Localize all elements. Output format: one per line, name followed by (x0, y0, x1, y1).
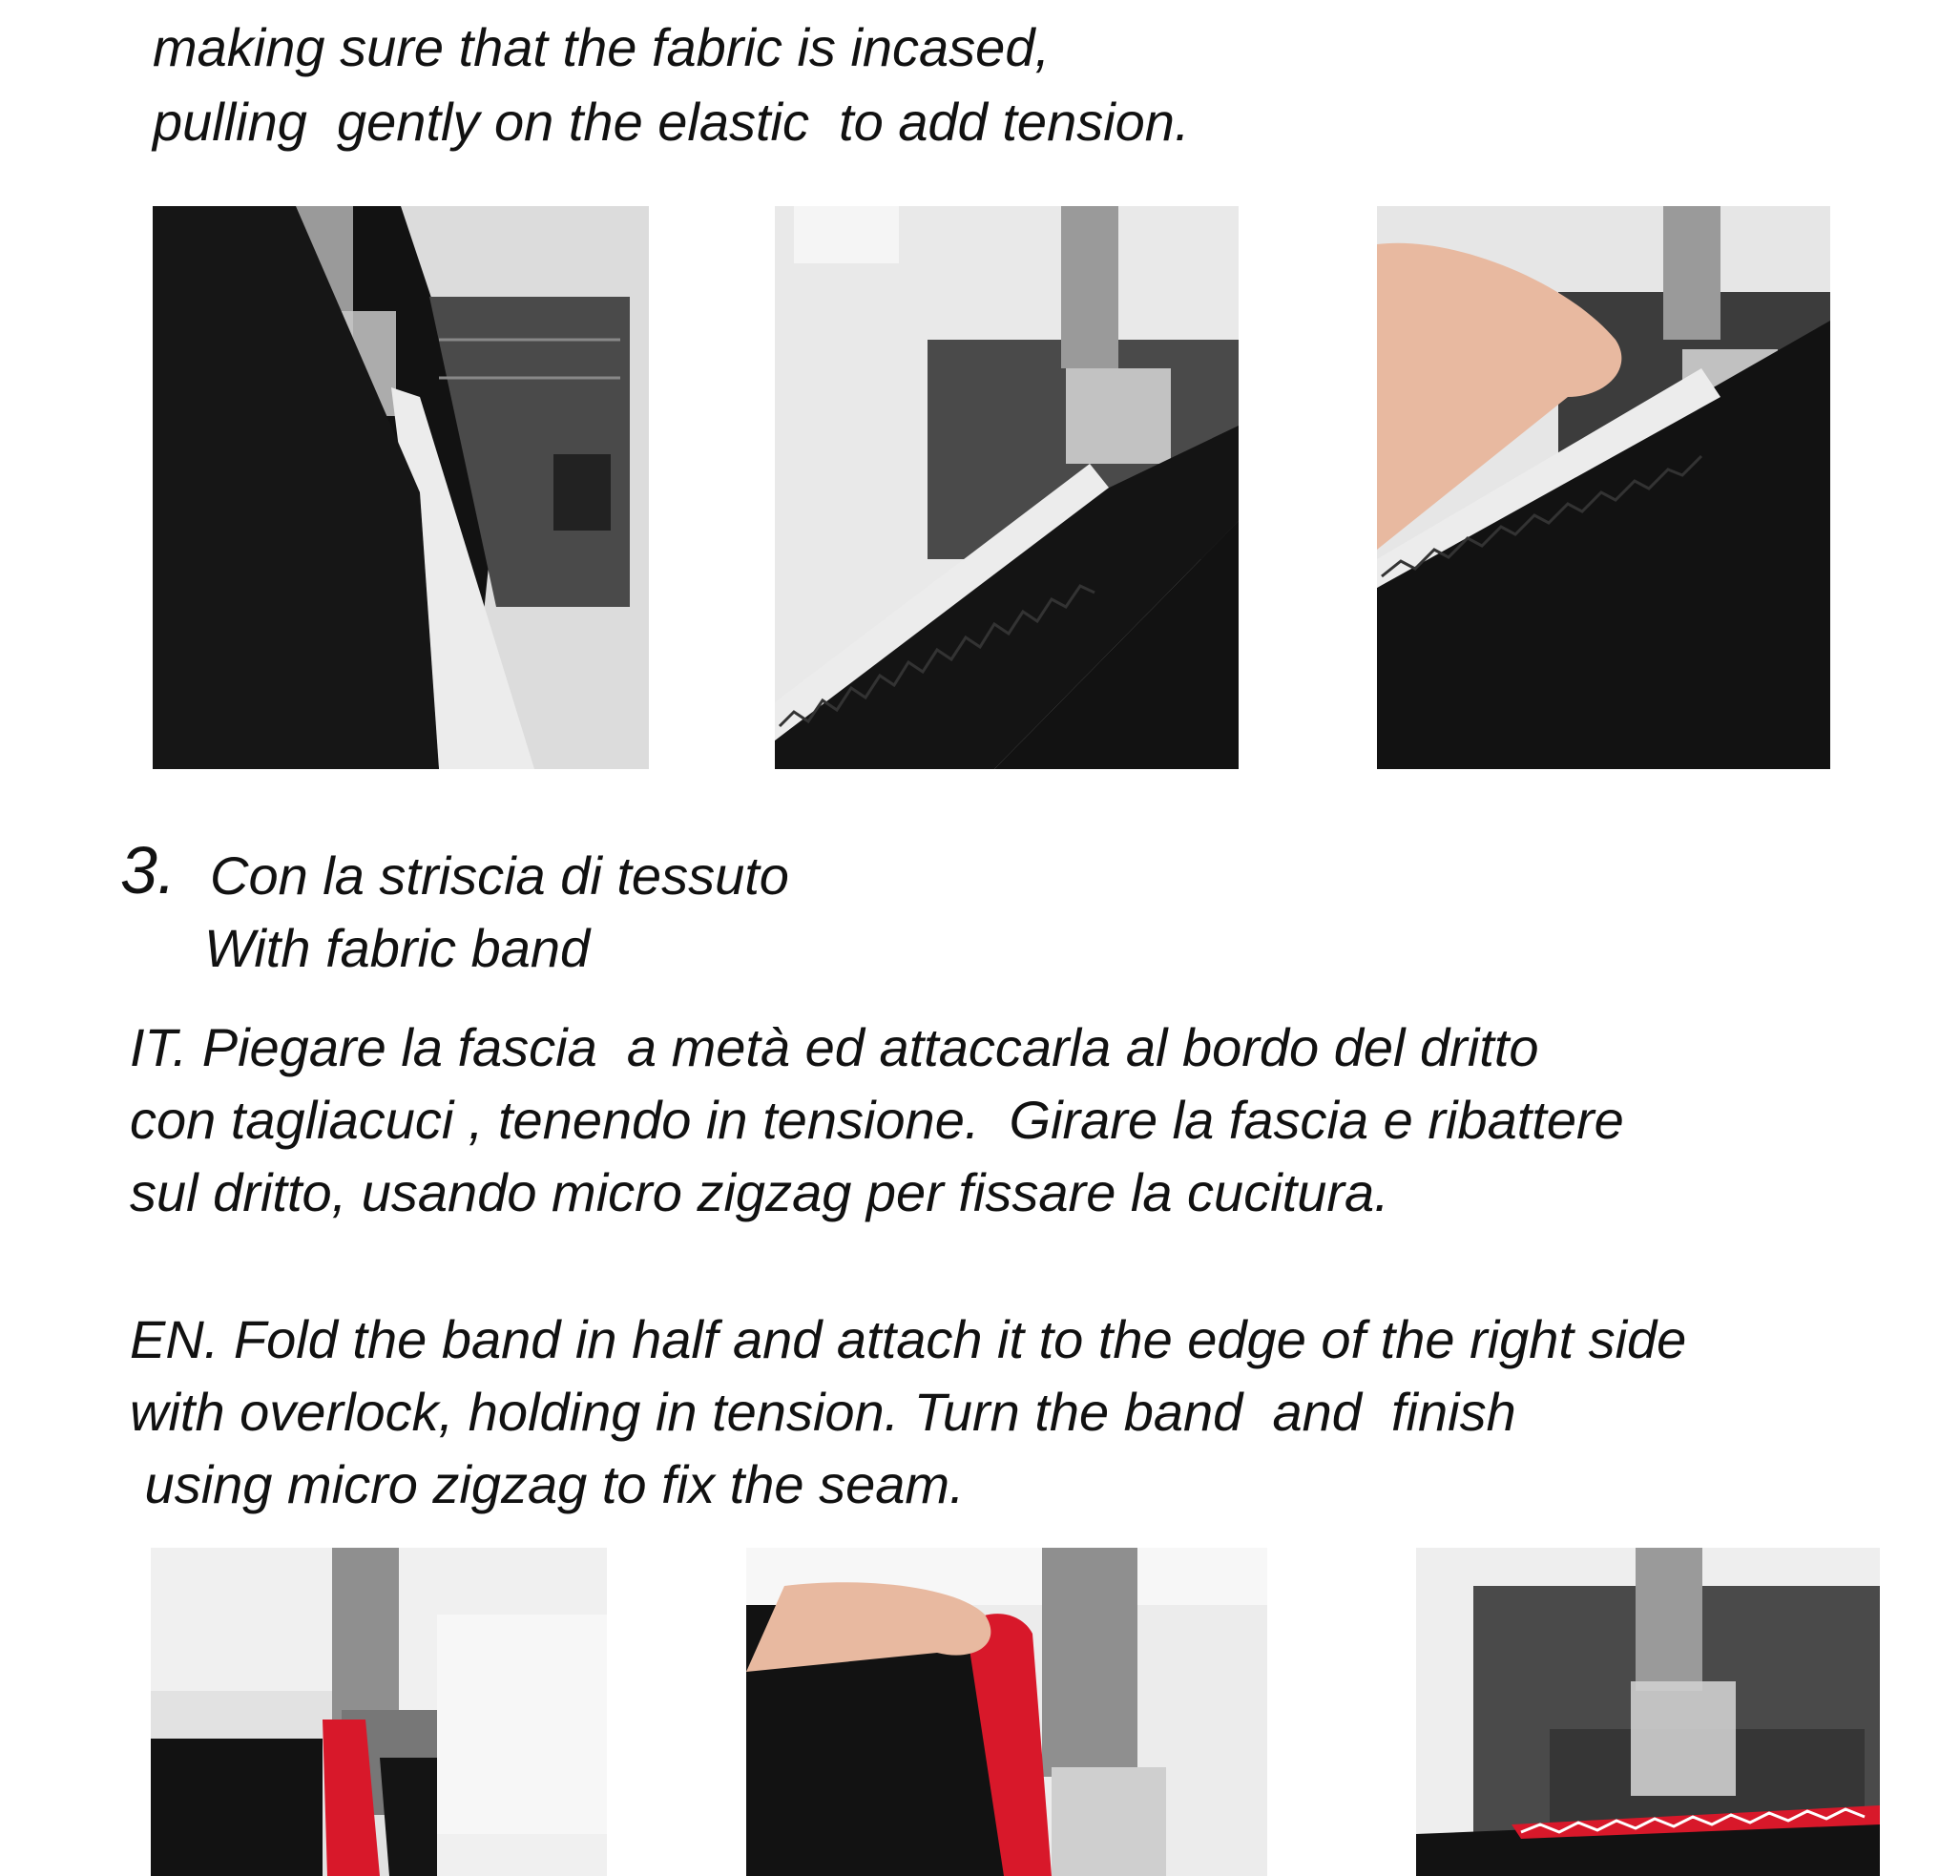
it-paragraph-line-3: sul dritto, usando micro zigzag per fissare la cucitura. (130, 1162, 1389, 1222)
step-number: 3. (120, 833, 177, 907)
en-paragraph-line-1: EN. Fold the band in half and attach it to the edge of the right side (130, 1309, 1687, 1369)
step-title-en: With fabric band (204, 918, 591, 978)
photo-micro-zigzag-finish (1416, 1548, 1880, 1876)
it-paragraph-line-2: con tagliacuci , tenendo in tensione. Girare la fascia e ribattere (130, 1090, 1624, 1150)
it-paragraph-line-1: IT. Piegare la fascia a metà ed attaccarla al bordo del dritto (130, 1017, 1539, 1077)
photo-finger-folding-red-band (746, 1548, 1267, 1876)
photo-overlock-red-band (151, 1548, 607, 1876)
en-paragraph-line-2: with overlock, holding in tension. Turn the band and finish (130, 1382, 1516, 1442)
photo-elastic-under-foot (153, 206, 649, 769)
photo-zigzag-elastic-seam (775, 206, 1239, 769)
en-paragraph-line-3: using micro zigzag to fix the seam. (130, 1454, 965, 1514)
step-title-it: Con la striscia di tessuto (210, 845, 789, 906)
instruction-line-1: making sure that the fabric is incased, (153, 17, 1051, 77)
photo-finger-guiding-elastic (1377, 206, 1830, 769)
instruction-line-2: pulling gently on the elastic to add tension. (153, 92, 1190, 152)
